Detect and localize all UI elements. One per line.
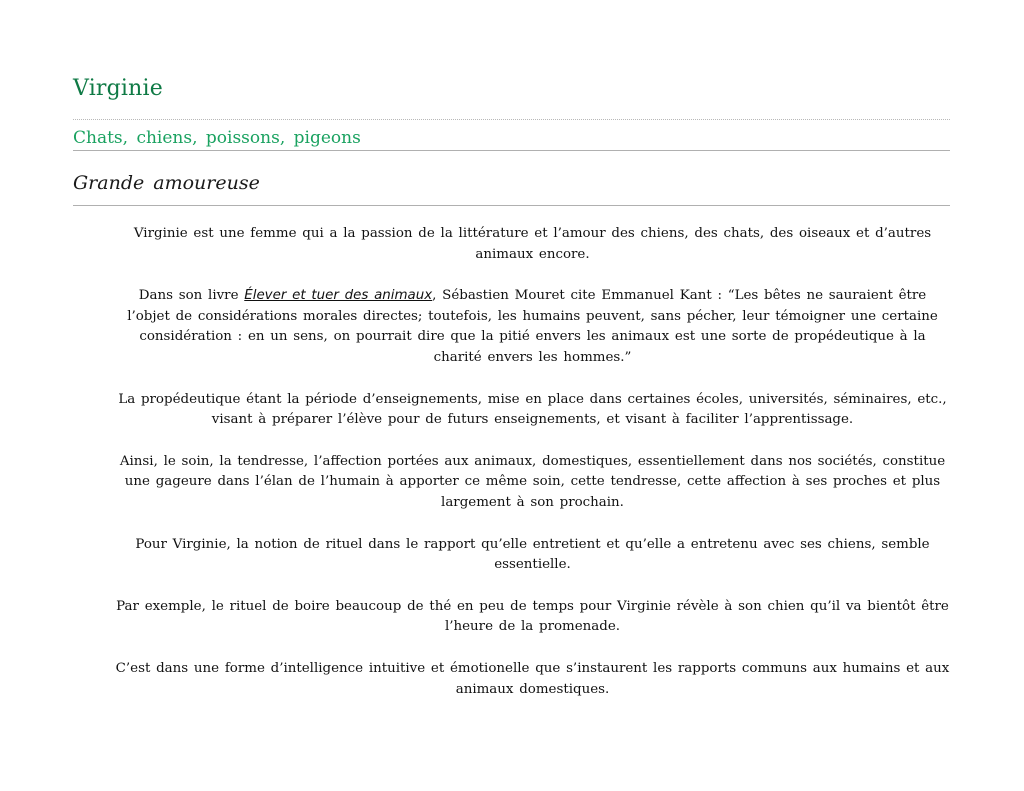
paragraph-6: Par exemple, le rituel de boire beaucoup de thé en peu de temps pour Virginie révèle à son chien qu’il va bientôt être l’heure de la promenade.: [116, 598, 949, 635]
paragraph-3: La propédeutique étant la période d’enseignements, mise en place dans certaines écoles, universités, séminaires, etc., visant à préparer l’élève pour de futurs enseignements, et visant à faciliter l’apprentissage.: [118, 391, 947, 428]
paragraph-2: [115, 286, 950, 368]
subtitle-divider: [73, 150, 950, 151]
book-title-link[interactable]: Élever et tuer des animaux: [244, 288, 433, 304]
paragraph-2-quote: , Sébastien Mouret cite Emmanuel Kant : “Les bêtes ne sauraient être l’objet de considérations morales directes; toutefois, les humains peuvent, sans pécher, leur témoigner une certaine considération : en un sens, on pourrait dire que la pitié envers les animaux est une sorte de propédeutique à la charité envers les hommes.”: [127, 288, 938, 365]
paragraph-1: Virginie est une femme qui a la passion de la littérature et l’amour des chiens, des chats, des oiseaux et d’autres animaux encore.: [133, 226, 932, 262]
page-subtitle: Chats, chiens, poissons, pigeons: [73, 128, 361, 148]
section-divider: [73, 205, 950, 206]
section-heading: Grande amoureuse: [73, 172, 260, 194]
title-divider: [73, 119, 950, 120]
page-title: Virginie: [73, 76, 163, 101]
paragraph-4: Ainsi, le soin, la tendresse, l’affection portées aux animaux, domestiques, essentiellement dans nos sociétés, constitue une gageure dans l’élan de l’humain à apporter ce même soin, cette tendresse, cette affection à ses proches et plus largement à son prochain.: [119, 453, 946, 510]
paragraph-2-intro: Dans son livre: [138, 288, 245, 304]
paragraph-5: Pour Virginie, la notion de rituel dans le rapport qu’elle entretient et qu’elle a entretenu avec ses chiens, semble essentielle.: [135, 536, 930, 573]
paragraph-7: C’est dans une forme d’intelligence intuitive et émotionelle que s’instaurent les rapports communs aux humains et aux animaux domestiques.: [115, 660, 950, 697]
article-body: [115, 224, 950, 721]
